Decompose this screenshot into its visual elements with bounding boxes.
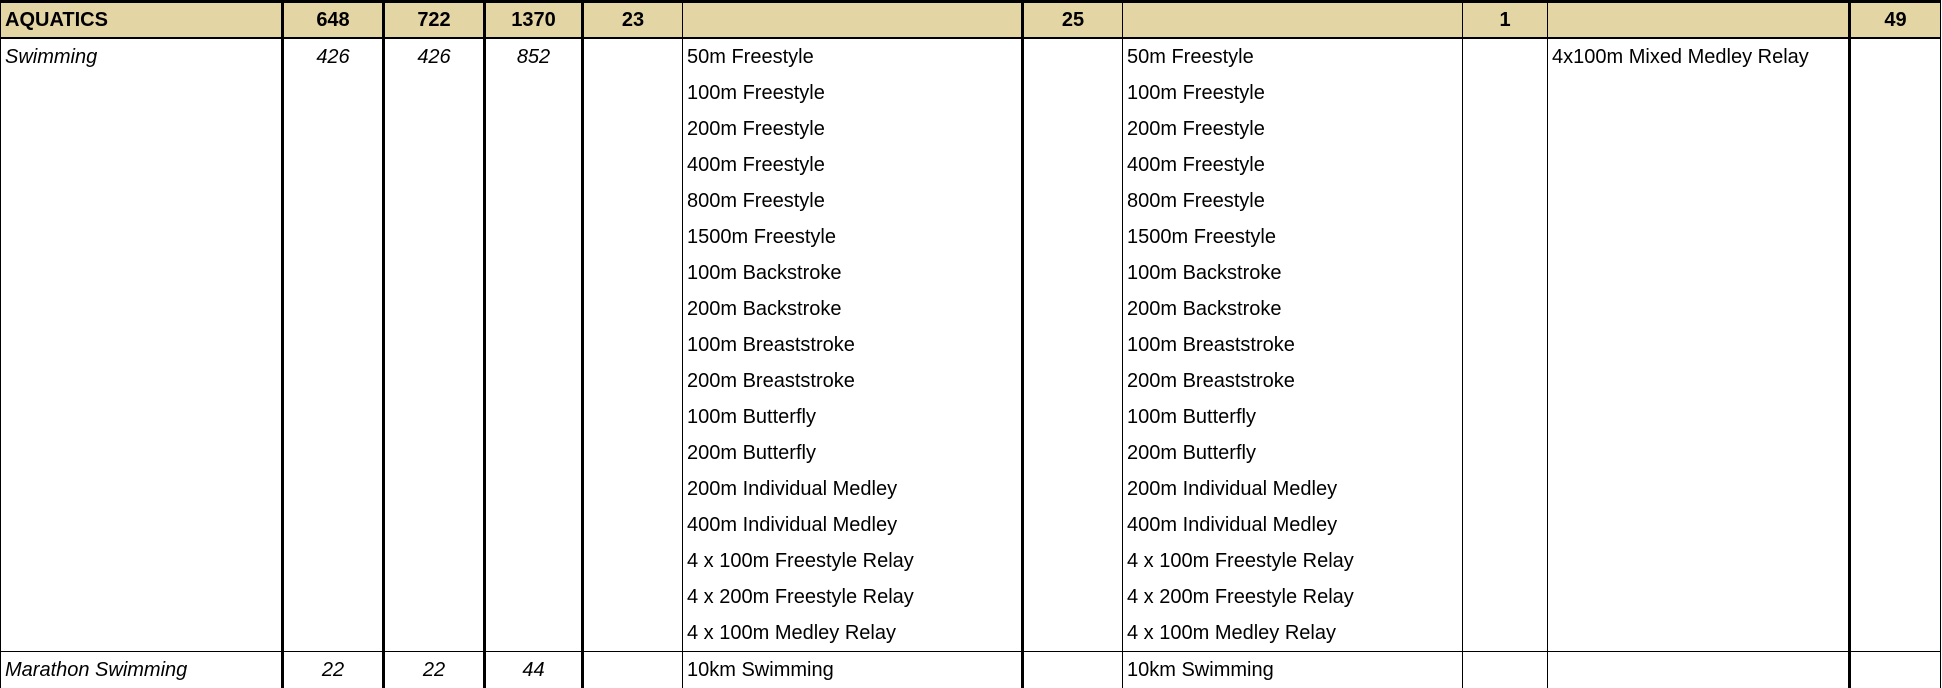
event-name: 100m Breaststroke xyxy=(1127,327,1458,363)
mixed-events-list-header-cell xyxy=(1548,2,1850,39)
event-name: 100m Butterfly xyxy=(1127,399,1458,435)
men-athletes: 426 xyxy=(283,38,384,652)
mixed-events-count-cell: 1 xyxy=(1463,2,1548,39)
men-events-list-header-cell xyxy=(683,2,1023,39)
event-name: 1500m Freestyle xyxy=(1127,219,1458,255)
event-name: 1500m Freestyle xyxy=(687,219,1017,255)
mixed-event xyxy=(1548,652,1850,688)
event-name: 200m Freestyle xyxy=(1127,111,1458,147)
women-events-count xyxy=(1023,652,1123,688)
event-name: 50m Freestyle xyxy=(1127,39,1458,75)
event-name: 200m Individual Medley xyxy=(1127,471,1458,507)
women-athletes: 426 xyxy=(384,38,485,652)
women-athletes-cell: 722 xyxy=(384,2,485,39)
total-events-cell: 49 xyxy=(1850,2,1941,39)
men-event-list xyxy=(687,39,1017,651)
event-name: 200m Breaststroke xyxy=(687,363,1017,399)
women-events-count-cell: 25 xyxy=(1023,2,1123,39)
men-athletes-cell: 648 xyxy=(283,2,384,39)
discipline-row-swimming xyxy=(1,38,1941,652)
women-events-list-header-cell xyxy=(1123,2,1463,39)
total-events xyxy=(1850,38,1941,652)
event-name: 200m Individual Medley xyxy=(687,471,1017,507)
event-name: 400m Individual Medley xyxy=(1127,507,1458,543)
event-name: 100m Backstroke xyxy=(1127,255,1458,291)
sport-name-cell: AQUATICS xyxy=(1,2,283,39)
mixed-events-list xyxy=(1548,38,1850,652)
event-name: 4 x 100m Freestyle Relay xyxy=(687,543,1017,579)
women-events-list xyxy=(1123,38,1463,652)
event-name: 200m Breaststroke xyxy=(1127,363,1458,399)
event-name: 200m Backstroke xyxy=(687,291,1017,327)
total-athletes-cell: 1370 xyxy=(485,2,583,39)
event-name: 400m Individual Medley xyxy=(687,507,1017,543)
sport-header-row xyxy=(1,2,1941,39)
event-name: 4 x 100m Medley Relay xyxy=(1127,615,1458,651)
event-name: 400m Freestyle xyxy=(1127,147,1458,183)
event-name: 4 x 200m Freestyle Relay xyxy=(1127,579,1458,615)
mixed-events-count xyxy=(1463,38,1548,652)
men-athletes: 22 xyxy=(283,652,384,688)
women-events-count xyxy=(1023,38,1123,652)
event-name: 100m Freestyle xyxy=(1127,75,1458,111)
men-events-count xyxy=(583,652,683,688)
event-name: 4x100m Mixed Medley Relay xyxy=(1552,39,1844,75)
event-name: 800m Freestyle xyxy=(687,183,1017,219)
discipline-row-marathon xyxy=(1,652,1941,688)
event-name: 200m Backstroke xyxy=(1127,291,1458,327)
event-name: 100m Freestyle xyxy=(687,75,1017,111)
event-name: 4 x 100m Medley Relay xyxy=(687,615,1017,651)
women-event: 10km Swimming xyxy=(1123,652,1463,688)
mixed-events-count xyxy=(1463,652,1548,688)
men-events-count-cell: 23 xyxy=(583,2,683,39)
event-name: 200m Butterfly xyxy=(687,435,1017,471)
event-name: 200m Freestyle xyxy=(687,111,1017,147)
event-name: 100m Butterfly xyxy=(687,399,1017,435)
event-name: 100m Backstroke xyxy=(687,255,1017,291)
men-event: 10km Swimming xyxy=(683,652,1023,688)
women-athletes: 22 xyxy=(384,652,485,688)
event-name: 800m Freestyle xyxy=(1127,183,1458,219)
discipline-name: Swimming xyxy=(1,38,283,652)
event-name: 50m Freestyle xyxy=(687,39,1017,75)
event-name: 400m Freestyle xyxy=(687,147,1017,183)
men-events-list xyxy=(683,38,1023,652)
total-events xyxy=(1850,652,1941,688)
total-athletes: 852 xyxy=(485,38,583,652)
event-name: 4 x 100m Freestyle Relay xyxy=(1127,543,1458,579)
event-name: 100m Breaststroke xyxy=(687,327,1017,363)
total-athletes: 44 xyxy=(485,652,583,688)
mixed-event-list xyxy=(1552,39,1844,75)
event-name: 200m Butterfly xyxy=(1127,435,1458,471)
men-events-count xyxy=(583,38,683,652)
women-event-list xyxy=(1127,39,1458,651)
discipline-name: Marathon Swimming xyxy=(1,652,283,688)
event-name: 4 x 200m Freestyle Relay xyxy=(687,579,1017,615)
